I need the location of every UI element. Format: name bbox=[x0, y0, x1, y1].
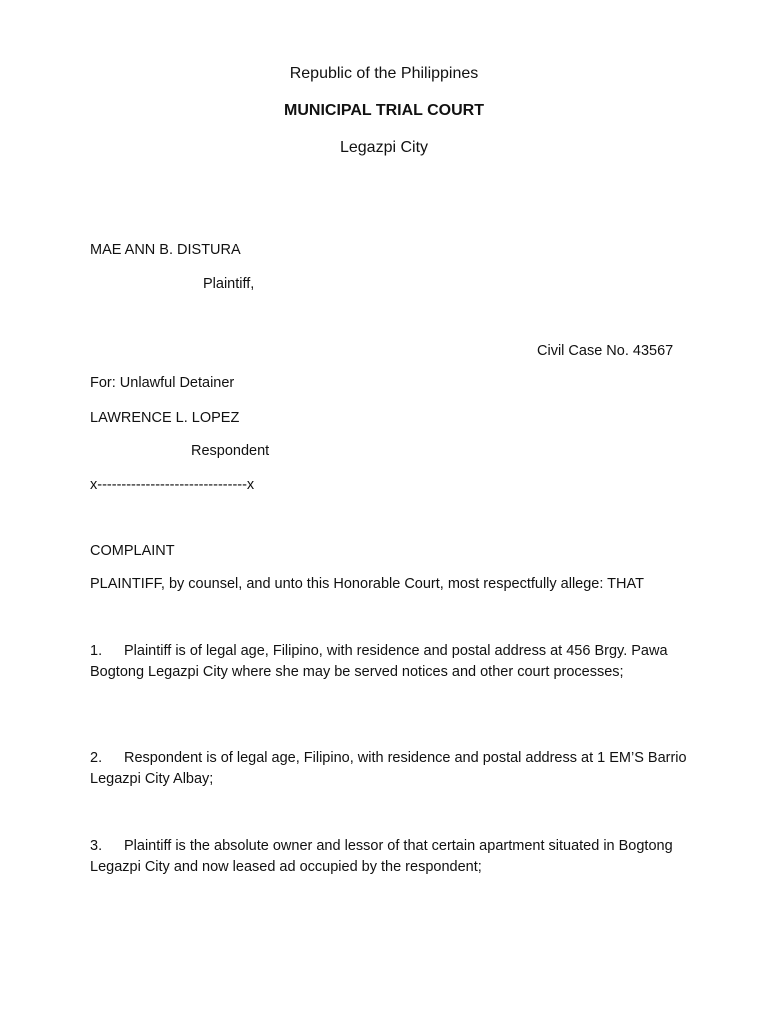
complaint-title: COMPLAINT bbox=[90, 543, 175, 559]
plaintiff-name: MAE ANN B. DISTURA bbox=[90, 242, 241, 258]
plaintiff-label: Plaintiff, bbox=[203, 276, 255, 292]
republic-heading: Republic of the Philippines bbox=[289, 65, 479, 82]
city-heading: Legazpi City bbox=[339, 139, 429, 156]
paragraph-number: 1. bbox=[90, 643, 103, 659]
paragraph-number: 2. bbox=[90, 750, 103, 766]
case-number: Civil Case No. 43567 bbox=[537, 343, 674, 359]
case-nature: For: Unlawful Detainer bbox=[90, 375, 235, 391]
court-heading: MUNICIPAL TRIAL COURT bbox=[284, 102, 484, 119]
respondent-label: Respondent bbox=[191, 443, 270, 459]
paragraph-text: Respondent is of legal age, Filipino, with residence and postal address at 1 EM’S Barrio Legazpi City Albay; bbox=[90, 750, 687, 787]
paragraph-3 bbox=[90, 836, 690, 878]
paragraph-text: Plaintiff is the absolute owner and lessor of that certain apartment situated in Bogtong Legazpi City and now leased ad occupied by the respondent; bbox=[90, 838, 673, 875]
respondent-name: LAWRENCE L. LOPEZ bbox=[90, 410, 240, 426]
paragraph-1 bbox=[90, 641, 690, 683]
paragraph-2 bbox=[90, 748, 690, 790]
caption-divider: x-------------------------------x bbox=[90, 477, 255, 493]
paragraph-number: 3. bbox=[90, 838, 103, 854]
paragraph-text: Plaintiff is of legal age, Filipino, with residence and postal address at 456 Brgy. Pawa Bogtong Legazpi City where she may be served notices and other court processes; bbox=[90, 643, 668, 680]
complaint-intro: PLAINTIFF, by counsel, and unto this Honorable Court, most respectfully allege: THAT bbox=[90, 576, 644, 592]
